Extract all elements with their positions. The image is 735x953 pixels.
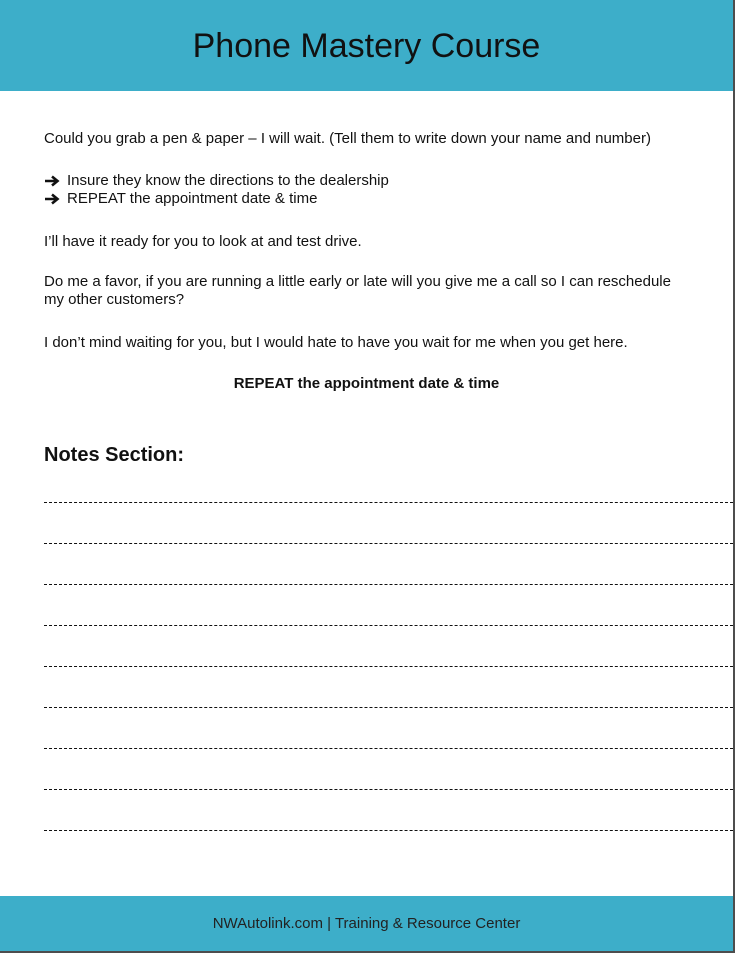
- bullet-item: [44, 190, 317, 208]
- note-line: [44, 543, 733, 544]
- note-line: [44, 502, 733, 503]
- bullet-text: Insure they know the directions to the dealership: [67, 172, 389, 189]
- note-line: [44, 707, 733, 708]
- paragraph-favor-line2: my other customers?: [44, 291, 185, 308]
- header-banner: [0, 0, 733, 91]
- note-line: [44, 748, 733, 749]
- footer-text: NWAutolink.com | Training & Resource Center: [212, 915, 521, 932]
- paragraph-ready: I’ll have it ready for you to look at and test drive.: [44, 233, 362, 250]
- paragraph-pen-paper: Could you grab a pen & paper – I will wait. (Tell them to write down your name and number): [44, 130, 651, 147]
- note-line: [44, 830, 733, 831]
- notes-heading: Notes Section:: [44, 444, 185, 466]
- arrow-right-icon: [44, 193, 60, 205]
- paragraph-favor-line1: Do me a favor, if you are running a little early or late will you give me a call so I can reschedule: [44, 273, 671, 290]
- page-title: Phone Mastery Course: [192, 27, 541, 65]
- repeat-emphasis: REPEAT the appointment date & time: [233, 375, 500, 392]
- paragraph-waiting: I don’t mind waiting for you, but I would hate to have you wait for me when you get here.: [44, 334, 628, 351]
- arrow-right-icon: [44, 175, 60, 187]
- bullet-text: REPEAT the appointment date & time: [67, 190, 318, 207]
- note-line: [44, 625, 733, 626]
- footer-banner: [0, 896, 733, 951]
- note-line: [44, 789, 733, 790]
- note-line: [44, 666, 733, 667]
- bullet-item: [44, 172, 389, 190]
- note-line: [44, 584, 733, 585]
